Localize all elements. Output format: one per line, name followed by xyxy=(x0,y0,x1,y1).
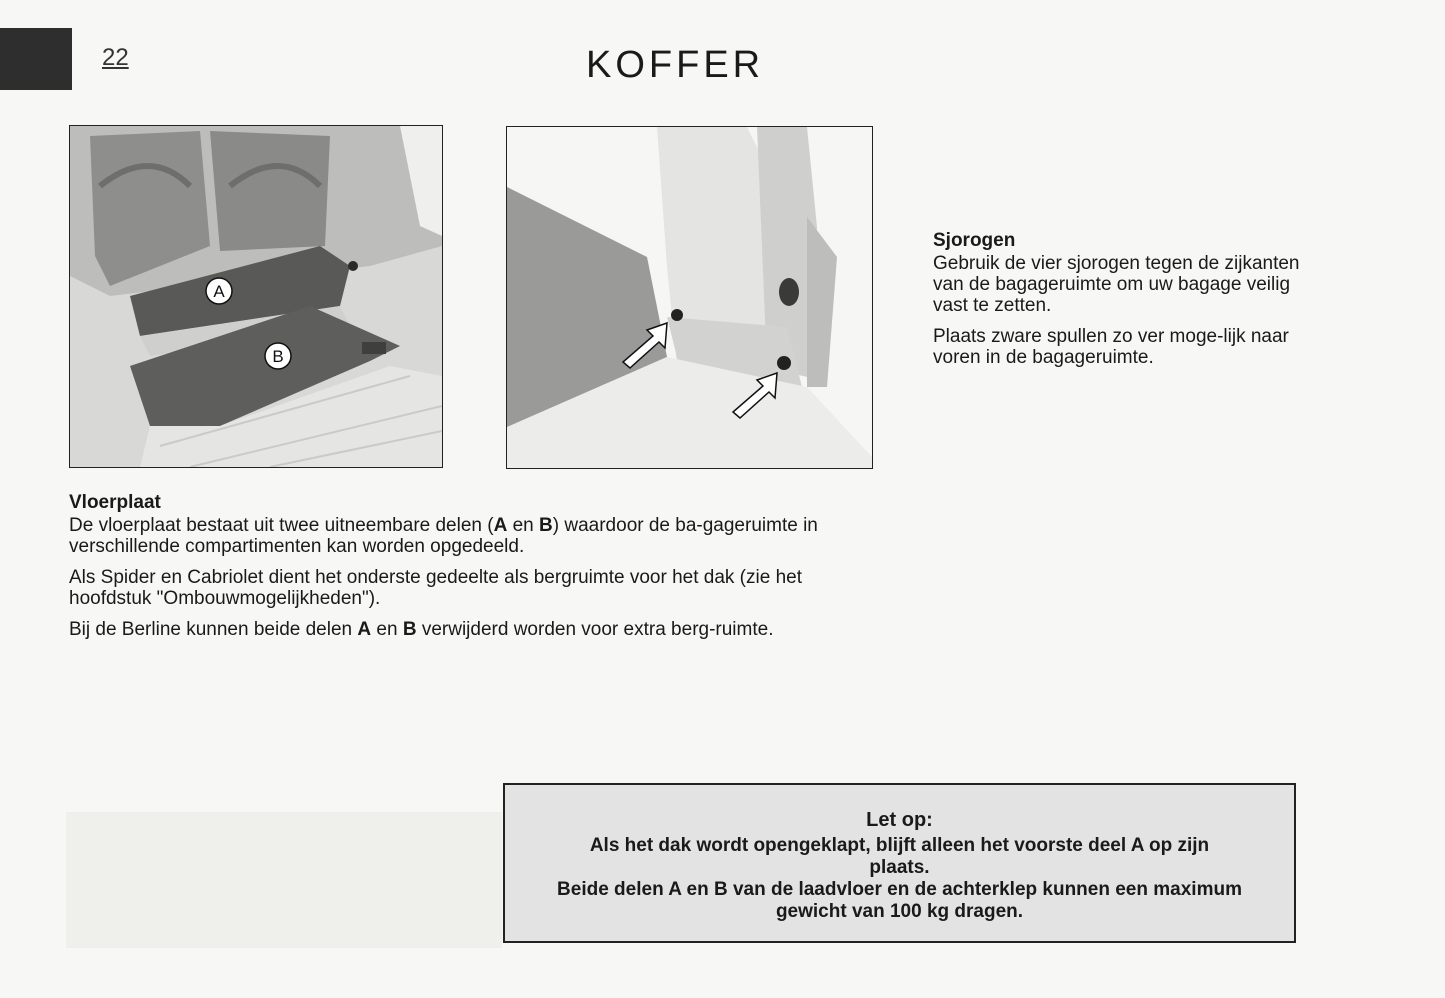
text-span: ) waardoor de ba-gageruimte in verschillende compartimenten kan worden opgedeeld. xyxy=(69,515,818,557)
text-span: verwijderd worden voor extra berg-ruimte. xyxy=(416,619,774,640)
notice-title: Let op: xyxy=(866,809,933,831)
floor-plate-paragraph-2: Als Spider en Cabriolet dient het onderste gedeelte als bergruimte voor het dak (zie het hoofdstuk "Ombouwmogelijkheden"). xyxy=(69,567,802,609)
page-title: KOFFER xyxy=(586,44,765,86)
floor-panels-photo xyxy=(69,125,443,468)
show-through-panel xyxy=(66,812,502,948)
floor-plate-paragraph-3 xyxy=(69,619,872,640)
notice-box xyxy=(503,783,1296,943)
part-a-ref: A xyxy=(357,619,372,640)
lashing-eyes-paragraph-1: Gebruik de vier sjorogen tegen de zijkanten van de bagageruimte om uw bagage veilig vast te zetten. xyxy=(933,253,1300,316)
page-tab-marker xyxy=(0,28,72,90)
text-span: en xyxy=(507,515,540,536)
floor-plate-section xyxy=(69,492,872,650)
label-a: A xyxy=(213,282,225,301)
notice-line-2: Beide delen A en B van de laadvloer en de achterklep kunnen een maximum gewicht van 100 kg dragen. xyxy=(557,879,1242,922)
lashing-eyes-section xyxy=(933,230,1305,378)
text-span: De vloerplaat bestaat uit twee uitneembare delen ( xyxy=(69,515,494,536)
text-span: en xyxy=(371,619,403,640)
lashing-eyes-paragraph-2: Plaats zware spullen zo ver moge-lijk naar voren in de bagageruimte. xyxy=(933,326,1289,368)
page-number: 22 xyxy=(102,44,129,71)
lashing-eyes-photo xyxy=(506,126,873,469)
notice-line-1: Als het dak wordt opengeklapt, blijft alleen het voorste deel A op zijn plaats. xyxy=(589,835,1210,878)
text-span: Bij de Berline kunnen beide delen xyxy=(69,619,358,640)
part-a-ref: A xyxy=(493,515,508,536)
part-b-ref: B xyxy=(539,515,553,536)
floor-plate-paragraph-1 xyxy=(69,515,872,557)
lashing-eyes-heading: Sjorogen xyxy=(933,230,1016,251)
part-b-ref: B xyxy=(402,619,417,640)
floor-plate-heading: Vloerplaat xyxy=(69,492,161,513)
label-b: B xyxy=(272,347,284,366)
